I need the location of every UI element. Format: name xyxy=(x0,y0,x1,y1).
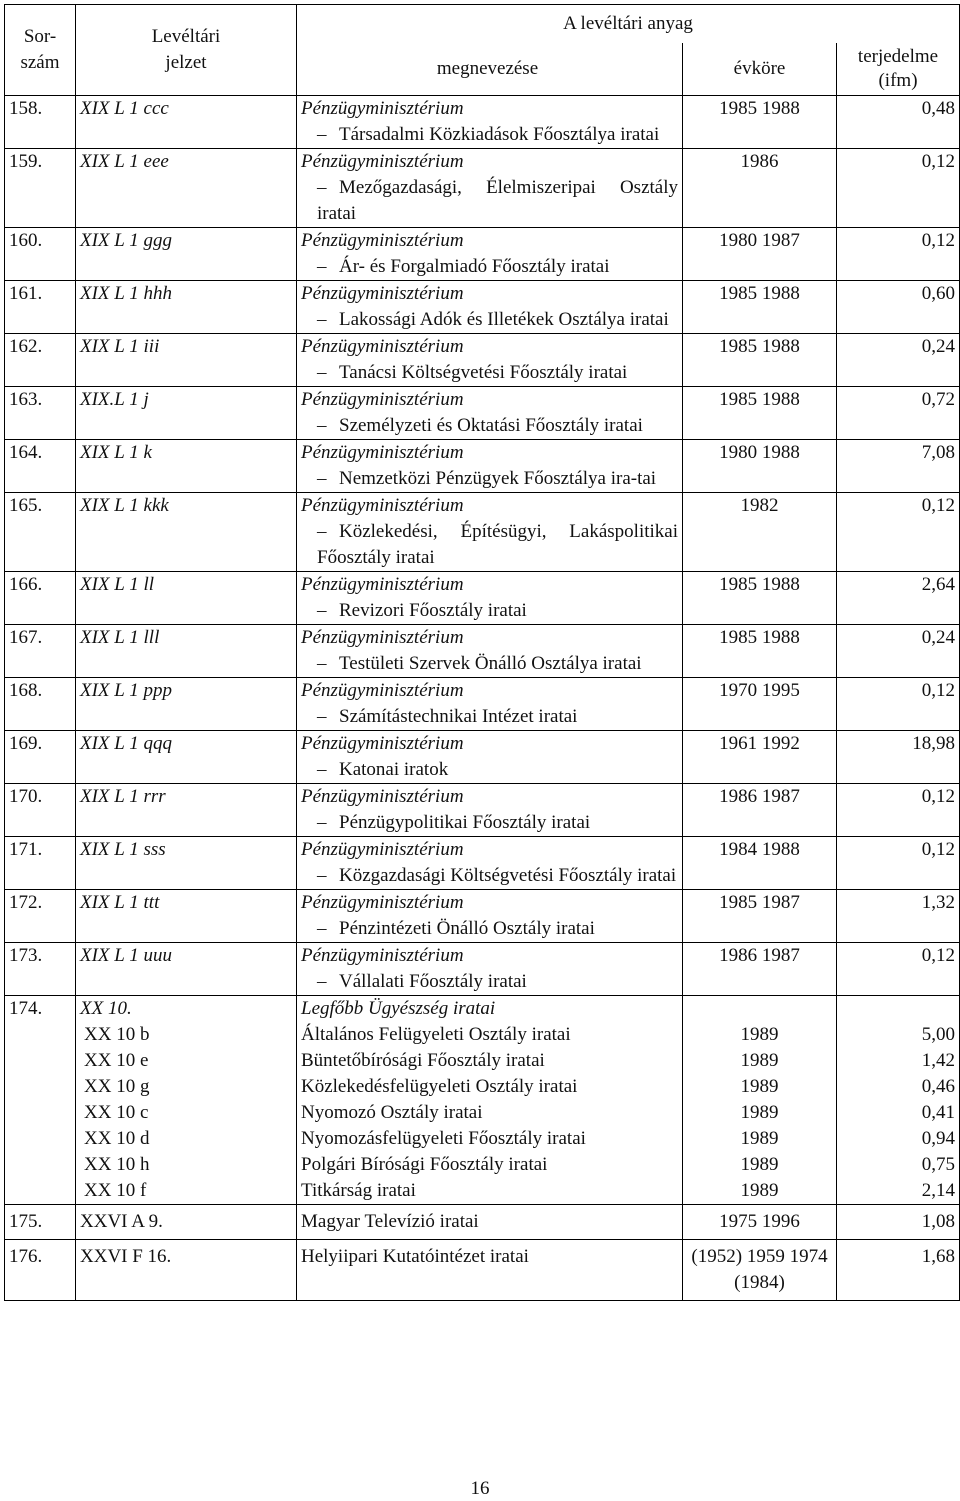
row-signature-cell xyxy=(76,625,297,678)
table-row xyxy=(5,731,960,784)
row-serial-number: 173. xyxy=(5,943,76,996)
table-row xyxy=(5,784,960,837)
sub-extent: 0,75 xyxy=(921,1154,956,1175)
page-number: 16 xyxy=(470,1478,490,1499)
row-extent: 0,12 xyxy=(837,493,960,572)
row-signature: XIX L 1 iii xyxy=(80,336,160,357)
row-years: 1985 1988 xyxy=(683,572,837,625)
row-unit-text: Katonai iratok xyxy=(339,759,449,780)
row-extent: 0,12 xyxy=(837,784,960,837)
row-years: 1975 1996 xyxy=(683,1205,837,1240)
row-ministry: Pénzügyminisztérium xyxy=(301,945,464,966)
row-unit-text: Testületi Szervek Önálló Osztálya iratai xyxy=(339,653,642,674)
header-name: megnevezése xyxy=(297,43,683,96)
row-name: Magyar Televízió iratai xyxy=(301,1211,479,1232)
row-extent: 0,12 xyxy=(837,837,960,890)
row-extent: 1,32 xyxy=(837,890,960,943)
row-ministry: Pénzügyminisztérium xyxy=(301,336,464,357)
row-signature: XIX L 1 hhh xyxy=(80,283,173,304)
row-signature: XIX L 1 ggg xyxy=(80,230,173,251)
row-years: 1985 1988 xyxy=(683,281,837,334)
table-row xyxy=(5,625,960,678)
row-name-cell xyxy=(297,837,683,890)
row-serial-number: 167. xyxy=(5,625,76,678)
row-name: Helyiipari Kutatóintézet iratai xyxy=(301,1246,529,1267)
dash-glyph: – xyxy=(317,362,327,383)
row-ministry: Pénzügyminisztérium xyxy=(301,389,464,410)
row-unit-text: Közgazdasági Költségvetési Főosztály iratai xyxy=(339,865,677,886)
table-row xyxy=(5,1240,960,1301)
sub-name: Polgári Bírósági Főosztály iratai xyxy=(301,1154,548,1175)
header-extent: terjedelme (ifm) xyxy=(837,43,960,96)
row-signature-cell xyxy=(76,837,297,890)
row-signature: XIX.L 1 j xyxy=(80,389,149,410)
row-unit xyxy=(301,307,678,333)
row-extent: 1,08 xyxy=(837,1205,960,1240)
row-years: 1984 1988 xyxy=(683,837,837,890)
row-extent: 0,48 xyxy=(837,96,960,149)
row-serial-number: 158. xyxy=(5,96,76,149)
dash-glyph: – xyxy=(317,309,327,330)
row-signature: XXVI A 9. xyxy=(76,1205,297,1240)
table-row xyxy=(5,837,960,890)
row-years: 1986 xyxy=(683,149,837,228)
row-signature-cell xyxy=(76,149,297,228)
row-name-cell xyxy=(297,996,683,1205)
row-serial-number: 163. xyxy=(5,387,76,440)
row-years: 1986 1987 xyxy=(683,784,837,837)
row-serial-number: 172. xyxy=(5,890,76,943)
table-row xyxy=(5,334,960,387)
sub-extent: 0,46 xyxy=(921,1076,956,1097)
row-extent-cell xyxy=(837,996,960,1205)
row-name-cell xyxy=(297,440,683,493)
row-years: 1961 1992 xyxy=(683,731,837,784)
sub-signature: XX 10 d xyxy=(84,1128,150,1149)
row-ministry: Pénzügyminisztérium xyxy=(301,151,464,172)
row-signature: XIX L 1 lll xyxy=(80,627,160,648)
table-row xyxy=(5,1205,960,1240)
row-signature: XIX L 1 eee xyxy=(80,151,169,172)
row-unit-text: Mezőgazdasági, Élelmiszeripai Osztály iratai xyxy=(317,177,678,224)
row-serial-number: 169. xyxy=(5,731,76,784)
row-signature: XIX L 1 k xyxy=(80,442,152,463)
row-name-cell xyxy=(297,228,683,281)
row-ministry: Pénzügyminisztérium xyxy=(301,230,464,251)
row-extent: 18,98 xyxy=(837,731,960,784)
row-serial-number: 174. xyxy=(5,996,76,1205)
dash-glyph: – xyxy=(317,759,327,780)
row-name-cell xyxy=(297,149,683,228)
row-years: 1985 1988 xyxy=(683,625,837,678)
row-serial-number: 161. xyxy=(5,281,76,334)
row-unit-text: Revizori Főosztály iratai xyxy=(339,600,527,621)
table-row xyxy=(5,440,960,493)
row-extent: 0,12 xyxy=(837,228,960,281)
row-unit xyxy=(301,360,678,386)
table-row xyxy=(5,387,960,440)
sub-years: 1989 xyxy=(740,1050,779,1071)
row-extent: 0,72 xyxy=(837,387,960,440)
row-serial-number: 162. xyxy=(5,334,76,387)
row-signature-cell xyxy=(76,784,297,837)
row-unit xyxy=(301,598,678,624)
row-unit xyxy=(301,466,678,492)
row-extent: 7,08 xyxy=(837,440,960,493)
sub-signature: XX 10 e xyxy=(84,1050,149,1071)
table-row xyxy=(5,678,960,731)
row-signature: XIX L 1 kkk xyxy=(80,495,169,516)
row-ministry: Pénzügyminisztérium xyxy=(301,442,464,463)
dash-glyph: – xyxy=(317,812,327,833)
sub-extent: 5,00 xyxy=(921,1024,956,1045)
row-name-cell xyxy=(297,96,683,149)
row-unit-text: Közlekedési, Építésügyi, Lakáspolitikai Főosztály iratai xyxy=(317,521,678,568)
row-years: 1980 1987 xyxy=(683,228,837,281)
row-office: Legfőbb Ügyészség iratai xyxy=(301,998,496,1019)
table-row xyxy=(5,493,960,572)
table-row xyxy=(5,228,960,281)
header-serial-number: Sor- szám xyxy=(5,5,76,96)
sub-signature: XX 10 g xyxy=(84,1076,150,1097)
row-name-cell xyxy=(297,1205,683,1240)
row-signature: XXVI F 16. xyxy=(76,1240,297,1301)
row-signature: XIX L 1 ttt xyxy=(80,892,160,913)
dash-glyph: – xyxy=(317,177,327,198)
sub-years: 1989 xyxy=(740,1024,779,1045)
row-signature-cell xyxy=(76,572,297,625)
row-signature-cell xyxy=(76,943,297,996)
row-signature-cell xyxy=(76,228,297,281)
row-extent: 0,60 xyxy=(837,281,960,334)
row-serial-number: 168. xyxy=(5,678,76,731)
row-name-cell xyxy=(297,784,683,837)
row-years: 1985 1988 xyxy=(683,387,837,440)
row-ministry: Pénzügyminisztérium xyxy=(301,98,464,119)
dash-glyph: – xyxy=(317,468,327,489)
row-years: 1970 1995 xyxy=(683,678,837,731)
row-signature: XX 10. xyxy=(80,998,132,1019)
row-serial-number: 176. xyxy=(5,1240,76,1301)
sub-name: Nyomozó Osztály iratai xyxy=(301,1102,483,1123)
row-name-cell xyxy=(297,678,683,731)
row-unit xyxy=(301,863,678,889)
row-name-cell xyxy=(297,493,683,572)
sub-signature: XX 10 h xyxy=(84,1154,150,1175)
row-serial-number: 175. xyxy=(5,1205,76,1240)
row-ministry: Pénzügyminisztérium xyxy=(301,839,464,860)
row-signature-cell xyxy=(76,281,297,334)
sub-name: Titkárság iratai xyxy=(301,1180,416,1201)
archive-inventory-table xyxy=(4,4,960,1301)
row-signature-cell xyxy=(76,890,297,943)
row-ministry: Pénzügyminisztérium xyxy=(301,892,464,913)
row-signature: XIX L 1 uuu xyxy=(80,945,173,966)
row-unit-text: Pénzügypolitikai Főosztály iratai xyxy=(339,812,591,833)
table-row xyxy=(5,281,960,334)
header-archival-material: A levéltári anyag xyxy=(297,5,960,44)
row-extent: 2,64 xyxy=(837,572,960,625)
row-extent: 0,24 xyxy=(837,625,960,678)
row-name-cell xyxy=(297,281,683,334)
dash-glyph: – xyxy=(317,521,327,542)
row-years: 1985 1987 xyxy=(683,890,837,943)
row-serial-number: 166. xyxy=(5,572,76,625)
row-serial-number: 170. xyxy=(5,784,76,837)
row-years: 1982 xyxy=(683,493,837,572)
sub-signature: XX 10 c xyxy=(84,1102,149,1123)
row-serial-number: 160. xyxy=(5,228,76,281)
row-unit xyxy=(301,916,678,942)
row-unit-text: Pénzintézeti Önálló Osztály iratai xyxy=(339,918,595,939)
row-serial-number: 164. xyxy=(5,440,76,493)
row-unit-text: Számítástechnikai Intézet iratai xyxy=(339,706,578,727)
row-signature-cell xyxy=(76,334,297,387)
row-signature: XIX L 1 ppp xyxy=(80,680,173,701)
dash-glyph: – xyxy=(317,600,327,621)
table-row xyxy=(5,943,960,996)
archive-table-sheet xyxy=(4,4,959,1301)
row-signature-cell xyxy=(76,678,297,731)
sub-years: 1989 xyxy=(740,1128,779,1149)
dash-glyph: – xyxy=(317,256,327,277)
row-ministry: Pénzügyminisztérium xyxy=(301,283,464,304)
dash-glyph: – xyxy=(317,706,327,727)
row-ministry: Pénzügyminisztérium xyxy=(301,574,464,595)
row-name-cell xyxy=(297,731,683,784)
row-extent: 0,12 xyxy=(837,149,960,228)
header-years: évköre xyxy=(683,43,837,96)
table-row xyxy=(5,149,960,228)
table-body xyxy=(5,96,960,1301)
row-ministry: Pénzügyminisztérium xyxy=(301,733,464,754)
row-ministry: Pénzügyminisztérium xyxy=(301,680,464,701)
table-row xyxy=(5,996,960,1205)
sub-name: Nyomozásfelügyeleti Főosztály iratai xyxy=(301,1128,586,1149)
row-signature: XIX L 1 ccc xyxy=(80,98,169,119)
row-years: 1980 1988 xyxy=(683,440,837,493)
header-archival-signature: Levéltári jelzet xyxy=(76,5,297,96)
row-signature: XIX L 1 qqq xyxy=(80,733,173,754)
row-years: 1986 1987 xyxy=(683,943,837,996)
dash-glyph: – xyxy=(317,971,327,992)
row-unit xyxy=(301,519,678,571)
row-signature-cell xyxy=(76,440,297,493)
row-serial-number: 171. xyxy=(5,837,76,890)
sub-signature: XX 10 f xyxy=(84,1180,147,1201)
row-name-cell xyxy=(297,890,683,943)
row-signature-cell xyxy=(76,96,297,149)
row-name-cell xyxy=(297,943,683,996)
row-unit-text: Tanácsi Költségvetési Főosztály iratai xyxy=(339,362,628,383)
sub-signature: XX 10 b xyxy=(84,1024,150,1045)
row-ministry: Pénzügyminisztérium xyxy=(301,627,464,648)
row-signature: XIX L 1 rrr xyxy=(80,786,166,807)
row-name-cell xyxy=(297,387,683,440)
dash-glyph: – xyxy=(317,415,327,436)
row-name-cell xyxy=(297,572,683,625)
row-unit xyxy=(301,122,678,148)
row-name-cell xyxy=(297,625,683,678)
row-signature: XIX L 1 sss xyxy=(80,839,166,860)
dash-glyph: – xyxy=(317,865,327,886)
sub-years: 1989 xyxy=(740,1102,779,1123)
row-years-cell xyxy=(683,996,837,1205)
row-unit xyxy=(301,969,678,995)
row-signature-cell xyxy=(76,387,297,440)
row-unit xyxy=(301,704,678,730)
row-unit-text: Személyzeti és Oktatási Főosztály iratai xyxy=(339,415,643,436)
dash-glyph: – xyxy=(317,653,327,674)
row-signature-cell xyxy=(76,731,297,784)
row-unit xyxy=(301,651,678,677)
row-unit xyxy=(301,757,678,783)
sub-name: Közlekedésfelügyeleti Osztály iratai xyxy=(301,1076,578,1097)
sub-extent: 1,42 xyxy=(921,1050,956,1071)
row-unit xyxy=(301,254,678,280)
dash-glyph: – xyxy=(317,124,327,145)
row-extent: 0,12 xyxy=(837,678,960,731)
sub-name: Általános Felügyeleti Osztály iratai xyxy=(301,1024,571,1045)
sub-years: 1989 xyxy=(740,1154,779,1175)
row-ministry: Pénzügyminisztérium xyxy=(301,786,464,807)
table-row xyxy=(5,96,960,149)
row-unit-text: Vállalati Főosztály iratai xyxy=(339,971,527,992)
row-unit-text: Lakossági Adók és Illetékek Osztálya iratai xyxy=(339,309,669,330)
row-years: 1985 1988 xyxy=(683,334,837,387)
row-signature: XIX L 1 ll xyxy=(80,574,155,595)
row-name-cell xyxy=(297,334,683,387)
row-signature-cell xyxy=(76,996,297,1205)
row-unit xyxy=(301,175,678,227)
row-unit xyxy=(301,413,678,439)
sub-years: 1989 xyxy=(740,1076,779,1097)
row-extent: 1,68 xyxy=(837,1240,960,1301)
table-row xyxy=(5,890,960,943)
row-unit-text: Ár- és Forgalmiadó Főosztály iratai xyxy=(339,256,610,277)
row-years: (1952) 1959 1974 (1984) xyxy=(683,1240,837,1301)
row-extent: 0,24 xyxy=(837,334,960,387)
sub-extent: 2,14 xyxy=(921,1180,956,1201)
sub-name: Büntetőbírósági Főosztály iratai xyxy=(301,1050,545,1071)
dash-glyph: – xyxy=(317,918,327,939)
row-unit-text: Társadalmi Közkiadások Főosztálya iratai xyxy=(339,124,660,145)
row-serial-number: 159. xyxy=(5,149,76,228)
row-unit xyxy=(301,810,678,836)
row-years: 1985 1988 xyxy=(683,96,837,149)
table-header xyxy=(5,5,960,96)
row-ministry: Pénzügyminisztérium xyxy=(301,495,464,516)
sub-years: 1989 xyxy=(740,1180,779,1201)
row-extent: 0,12 xyxy=(837,943,960,996)
row-signature-cell xyxy=(76,493,297,572)
sub-extent: 0,41 xyxy=(921,1102,956,1123)
table-row xyxy=(5,572,960,625)
row-serial-number: 165. xyxy=(5,493,76,572)
row-name-cell xyxy=(297,1240,683,1301)
row-unit-text: Nemzetközi Pénzügyek Főosztálya ira-tai xyxy=(339,468,657,489)
sub-extent: 0,94 xyxy=(921,1128,956,1149)
